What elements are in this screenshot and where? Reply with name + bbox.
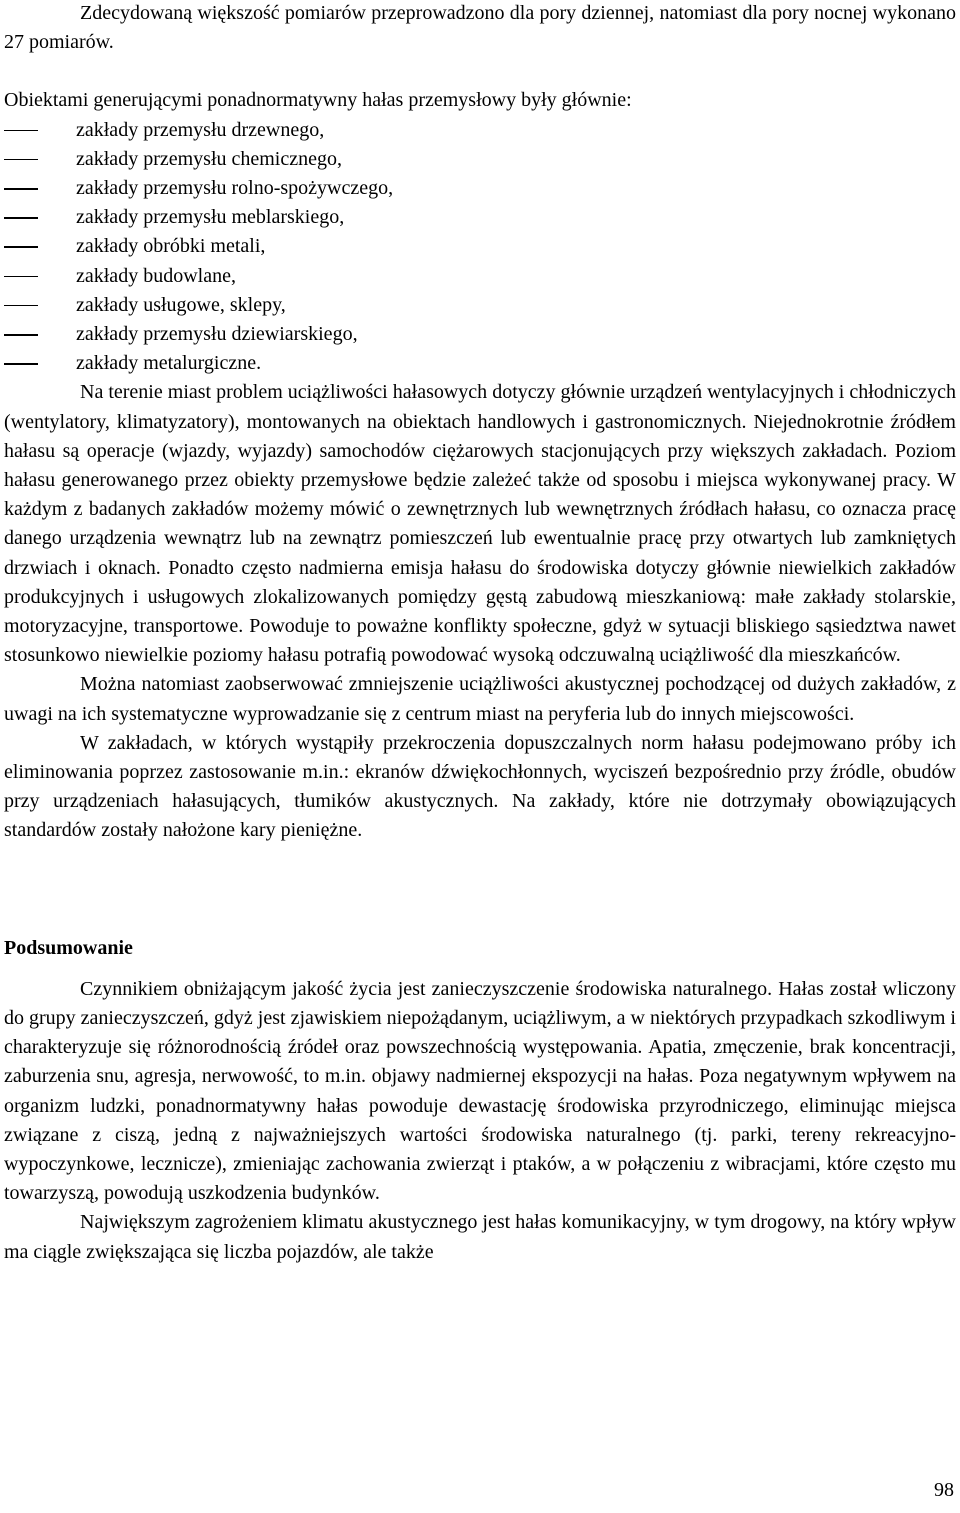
sources-lead-text: Obiektami generującymi ponadnormatywny hałas przemysłowy były głównie: xyxy=(4,89,632,112)
list-item xyxy=(4,320,956,349)
dash-bullet-icon xyxy=(4,363,38,365)
list-item-text: zakłady obróbki metali, xyxy=(76,235,266,258)
dash-bullet-icon xyxy=(4,188,38,190)
list-item-text: zakłady przemysłu rolno-spożywczego, xyxy=(76,177,394,200)
list-item-text: zakłady przemysłu meblarskiego, xyxy=(76,206,345,229)
section-heading-summary: Podsumowanie xyxy=(4,936,133,959)
list-item-text: zakłady budowlane, xyxy=(76,264,236,287)
dash-bullet-icon xyxy=(4,159,38,161)
list-item xyxy=(4,291,956,320)
list-item xyxy=(4,174,956,203)
dash-bullet-icon xyxy=(4,246,38,248)
list-item-text: zakłady przemysłu drzewnego, xyxy=(76,118,325,141)
dash-bullet-icon xyxy=(4,130,38,132)
paragraph-summary-2: Największym zagrożeniem klimatu akustycznego jest hałas komunikacyjny, w tym drogowy, na który wpływ ma ciągle zwiększająca się liczba pojazdów, ale także xyxy=(4,1211,956,1263)
paragraph-mitigation: W zakładach, w których wystąpiły przekroczenia dopuszczalnych norm hałasu podejmowano próby ich eliminowania poprzez zastosowanie m.in.: ekranów dźwiękochłonnych, wyciszeń bezpośrednio przy źródle, obudów przy urządzeniach hałasujących, tłumików akustycznych. Na zakłady, które nie dotrzymały obowiązujących standardów zostały nałożone kary pieniężne. xyxy=(4,731,956,842)
list-item-text: zakłady przemysłu chemicznego, xyxy=(76,147,342,170)
list-item xyxy=(4,116,956,145)
list-item xyxy=(4,203,956,232)
dash-bullet-icon xyxy=(4,217,38,219)
list-item-text: zakłady usługowe, sklepy, xyxy=(76,293,286,316)
paragraph-reduction: Można natomiast zaobserwować zmniejszenie uciążliwości akustycznej pochodzącej od dużych zakładów, z uwagi na ich systematyczne wyprowadzanie się z centrum miast na peryferia lub do innych miejscowości. xyxy=(4,673,956,725)
list-item xyxy=(4,145,956,174)
dash-bullet-icon xyxy=(4,334,38,336)
list-item xyxy=(4,262,956,291)
page-number: 98 xyxy=(934,1479,954,1501)
list-item-text: zakłady metalurgiczne. xyxy=(76,352,262,375)
dash-bullet-icon xyxy=(4,276,38,278)
list-item xyxy=(4,232,956,261)
list-item-text: zakłady przemysłu dziewiarskiego, xyxy=(76,323,358,346)
paragraph-urban-noise: Na terenie miast problem uciążliwości hałasowych dotyczy głównie urządzeń wentylacyjnych i chłodniczych (wentylatory, klimatyzatory), montowanych na obiektach handlowych i gastronomicznych. Niejednokrotnie źródłem hałasu są operacje (wjazdy, wyjazdy) samochodów ciężarowych stacjonujących przy większych zakładach. Poziom hałasu generowanego przez obiekty przemysłowe będzie zależeć także od sposobu i miejsca wykonywanej pracy. W każdym z badanych zakładów możemy mówić o zewnętrznych lub wewnętrznych źródłach hałasu, co oznacza pracę danego urządzenia wewnątrz lub na zewnątrz pomieszczeń lub ewentualnie pracę przy otwartych lub zamkniętych drzwiach i oknach. Ponadto często nadmierna emisja hałasu do środowiska dotyczy głównie niewielkich zakładów produkcyjnych i usługowych zlokalizowanych pomiędzy gęstą zabudową mieszkaniową: małe zakłady stolarskie, motoryzacyjne, transportowe. Powoduje to poważne konflikty społeczne, gdyż w sytuacji bliskiego sąsiedztwa nawet stosunkowo niewielkie poziomy hałasu potrafią powodować wysoką odczuwalną uciążliwość dla mieszkańców. xyxy=(4,381,956,667)
dash-bullet-icon xyxy=(4,305,38,307)
noise-sources-list xyxy=(4,116,956,379)
list-item xyxy=(4,349,956,378)
paragraph-summary-1: Czynnikiem obniżającym jakość życia jest zanieczyszczenie środowiska naturalnego. Hałas został wliczony do grupy zanieczyszczeń, gdyż jest zjawiskiem niepożądanym, uciążliwym, a w niektórych przypadkach szkodliwym i charakteryzuje się różnorodnością źródeł oraz powszechnością występowania. Apatia, zmęczenie, brak koncentracji, zaburzenia snu, agresja, nerwowość, to m.in. objawy nadmiernej ekspozycji na hałas. Poza negatywnym wpływem na organizm ludzki, ponadnormatywny hałas powoduje dewastację środowiska przyrodniczego, eliminując miejsca związane z ciszą, jedną z najważniejszych wartości środowiska naturalnego (tj. parki, tereny rekreacyjno-wypoczynkowe, lecznicze), zmieniając zachowania zwierząt i ptaków, a w połączeniu z wibracjami, które często mu towarzyszą, powodują uszkodzenia budynków. xyxy=(4,977,956,1205)
paragraph-measurements: Zdecydowaną większość pomiarów przeprowadzono dla pory dziennej, natomiast dla pory nocnej wykonano 27 pomiarów. xyxy=(4,2,956,54)
